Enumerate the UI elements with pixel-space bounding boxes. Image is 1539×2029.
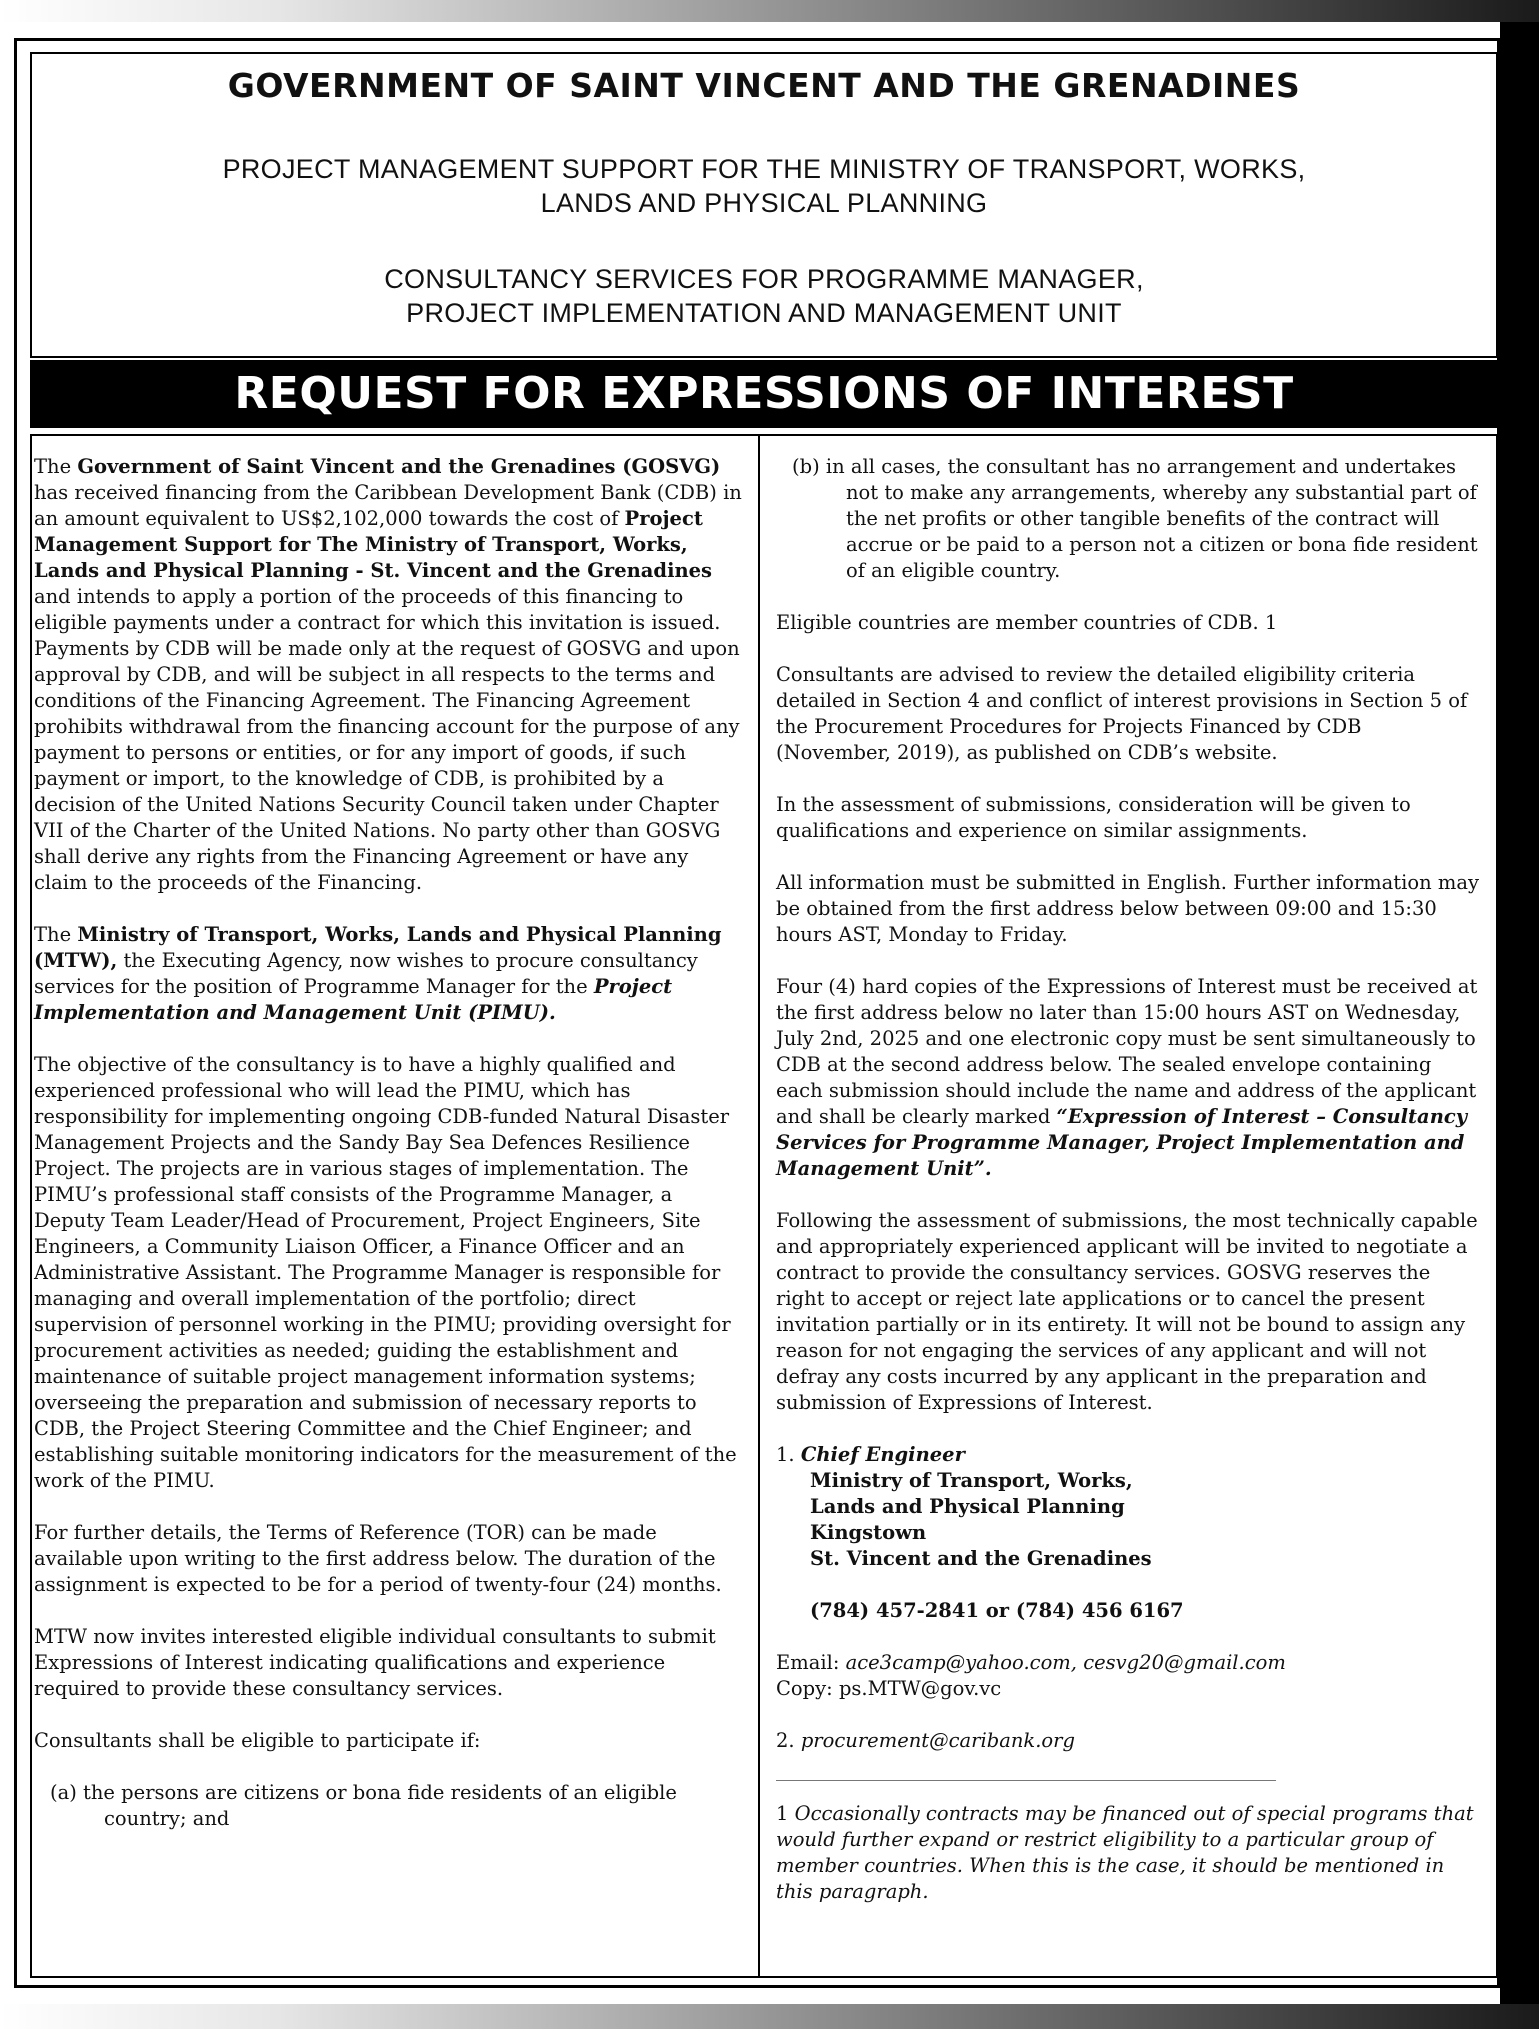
request-banner: REQUEST FOR EXPRESSIONS OF INTEREST [30, 360, 1498, 428]
eligibility-item-b: (b) in all cases, the consultant has no arrangement and undertakes not to make any arrangements, whereby any substantial part of the net profits or other tangible benefits of the contract will accrue or be paid to a person not a citizen or bona fide resident of an eligible country. [792, 455, 1478, 582]
criteria-paragraph: Consultants are advised to review the detailed eligibility criteria detailed in Section 4 and conflict of interest provisions in Section 5 of the Procurement Procedures for Projects Financed by CDB (November, 2019), as published on CDB’s website. [776, 663, 1468, 764]
project-title-line2: LANDS AND PHYSICAL PLANNING [540, 188, 988, 218]
ministry-paragraph [34, 922, 742, 1026]
email-value[interactable]: ace3camp@yahoo.com, cesvg20@gmail.com [845, 1651, 1286, 1674]
address-line: Lands and Physical Planning [810, 1495, 1125, 1518]
footnote-text: Occasionally contracts may be financed out of special programs that would further expand or restrict eligibility to a particular group of member countries. When this is the case, it should be mentioned in this paragraph. [776, 1802, 1474, 1903]
address-number: 2. [776, 1729, 801, 1752]
column-divider [758, 436, 760, 1976]
text-run: The [34, 455, 78, 478]
text-run: the Executing Agency, now wishes to procure consultancy services for the position of Programme Manager for the [34, 949, 698, 998]
address-line: Ministry of Transport, Works, [810, 1469, 1133, 1492]
project-title-line1: PROJECT MANAGEMENT SUPPORT FOR THE MINISTRY OF TRANSPORT, WORKS, [222, 154, 1306, 184]
address-block-2 [776, 1728, 1482, 1754]
government-title: GOVERNMENT OF SAINT VINCENT AND THE GRENADINES [227, 66, 1301, 105]
submission-paragraph [776, 974, 1482, 1182]
invite-paragraph: MTW now invites interested eligible individual consultants to submit Expressions of Interest indicating qualifications and experience required to provide these consultancy services. [34, 1625, 716, 1700]
text-run: The [34, 923, 78, 946]
funding-paragraph [34, 454, 742, 896]
project-title [32, 152, 1496, 220]
right-shadow-bar [1500, 22, 1539, 2004]
ministry-bold: Ministry of Transport, Works, Lands and Physical Planning (MTW), [34, 923, 722, 972]
text-run: has received financing from the Caribbean Development Bank (CDB) in an amount equivalent to US$2,102,000 towards the cost of [34, 481, 742, 530]
text-run: and intends to apply a portion of the proceeds of this financing to eligible payments under a contract for which this invitation is issued. Payments by CDB will be made only at the request of GOSVG and upon approval by CDB, and will be subject in all respects to the terms and conditions of the Financing Agreement. The Financing Agreement prohibits withdrawal from the financing account for the purpose of any payment to persons or entities, or for any import of goods, if such payment or import, to the knowledge of CDB, is prohibited by a decision of the United Nations Security Council taken under Chapter VII of the Charter of the United Nations. No party other than GOSVG shall derive any rights from the Financing Agreement or have any claim to the proceeds of the Financing. [34, 585, 740, 894]
copy-label: Copy: [776, 1677, 839, 1700]
address-title: Chief Engineer [800, 1443, 965, 1466]
email-line [776, 1650, 1482, 1676]
objective-paragraph: The objective of the consultancy is to have a highly qualified and experienced professional who will lead the PIMU, which has responsibility for implementing ongoing CDB-funded Natural Disaster Management Projects and the Sandy Bay Sea Defences Resilience Project. The projects are in various stages of implementation. The PIMU’s professional staff consists of the Programme Manager, a Deputy Team Leader/Head of Procurement, Project Engineers, Site Engineers, a Community Liaison Officer, a Finance Officer and an Administrative Assistant. The Programme Manager is responsible for managing and overall implementation of the portfolio; direct supervision of personnel working in the PIMU; providing oversight for procurement activities as needed; guiding the establishment and maintenance of suitable project management information systems; overseeing the preparation and submission of necessary reports to CDB, the Project Steering Committee and the Chief Engineer; and establishing suitable monitoring indicators for the measurement of the work of the PIMU. [34, 1053, 737, 1492]
consultancy-title [32, 262, 1496, 330]
top-gradient-bar [0, 0, 1539, 22]
right-column [776, 454, 1482, 1931]
copy-line [776, 1676, 1482, 1702]
footnote [776, 1801, 1482, 1905]
address-line: Kingstown [810, 1521, 927, 1544]
following-paragraph: Following the assessment of submissions, the most technically capable and appropriately experienced applicant will be invited to negotiate a contract to provide the consultancy services. GOSVG reserves the right to accept or reject late applications or to cancel the present invitation partially or in its entirety. It will not be bound to assign any reason for not engaging the services of any applicant and will not defray any costs incurred by any applicant in the preparation and submission of Expressions of Interest. [776, 1209, 1478, 1414]
envelope-marking: “Expression of Interest – Consultancy Services for Programme Manager, Project Implementation and Management Unit”. [776, 1105, 1468, 1180]
footnote-rule [776, 1780, 1276, 1781]
phone-numbers: (784) 457-2841 or (784) 456 6167 [810, 1599, 1184, 1622]
eligibility-intro: Consultants shall be eligible to participate if: [34, 1729, 481, 1752]
email-label: Email: [776, 1651, 846, 1674]
project-name-bold: Project Management Support for The Ministry of Transport, Works, Lands and Physical Planning - St. Vincent and the Grenadines [34, 507, 713, 582]
consultancy-title-line1: CONSULTANCY SERVICES FOR PROGRAMME MANAGER, [384, 264, 1144, 294]
consultancy-title-line2: PROJECT IMPLEMENTATION AND MANAGEMENT UNIT [406, 298, 1122, 328]
bottom-gradient-bar [0, 2004, 1539, 2029]
header-box [30, 52, 1498, 358]
address-number: 1. [776, 1443, 801, 1466]
copy-value[interactable]: ps.MTW@gov.vc [838, 1677, 1002, 1700]
address-block-1 [776, 1442, 1482, 1572]
eligibility-item-a: (a) the persons are citizens or bona fide residents of an eligible country; and [50, 1781, 677, 1830]
eligible-countries-paragraph: Eligible countries are member countries of CDB. 1 [776, 611, 1278, 634]
assessment-paragraph: In the assessment of submissions, consideration will be given to qualifications and experience on similar assignments. [776, 793, 1411, 842]
text-run: Four (4) hard copies of the Expressions of Interest must be received at the first address below no later than 15:00 hours AST on Wednesday, July 2nd, 2025 and one electronic copy must be sent simultaneously to CDB at the second address below. The sealed envelope containing each submission should include the name and address of the applicant and shall be clearly marked [776, 975, 1478, 1128]
footnote-number: 1 [776, 1802, 795, 1825]
address-line: St. Vincent and the Grenadines [810, 1547, 1152, 1570]
cdb-email[interactable]: procurement@caribank.org [800, 1729, 1075, 1752]
gosvg-bold: Government of Saint Vincent and the Grenadines (GOSVG) [77, 455, 721, 478]
information-paragraph: All information must be submitted in English. Further information may be obtained from the first address below between 09:00 and 15:30 hours AST, Monday to Friday. [776, 871, 1479, 946]
tor-paragraph: For further details, the Terms of Reference (TOR) can be made available upon writing to the first address below. The duration of the assignment is expected to be for a period of twenty-four (24) months. [34, 1521, 722, 1596]
left-column [34, 454, 742, 1858]
pimu-bold-italic: Project Implementation and Management Unit (PIMU). [34, 975, 673, 1024]
